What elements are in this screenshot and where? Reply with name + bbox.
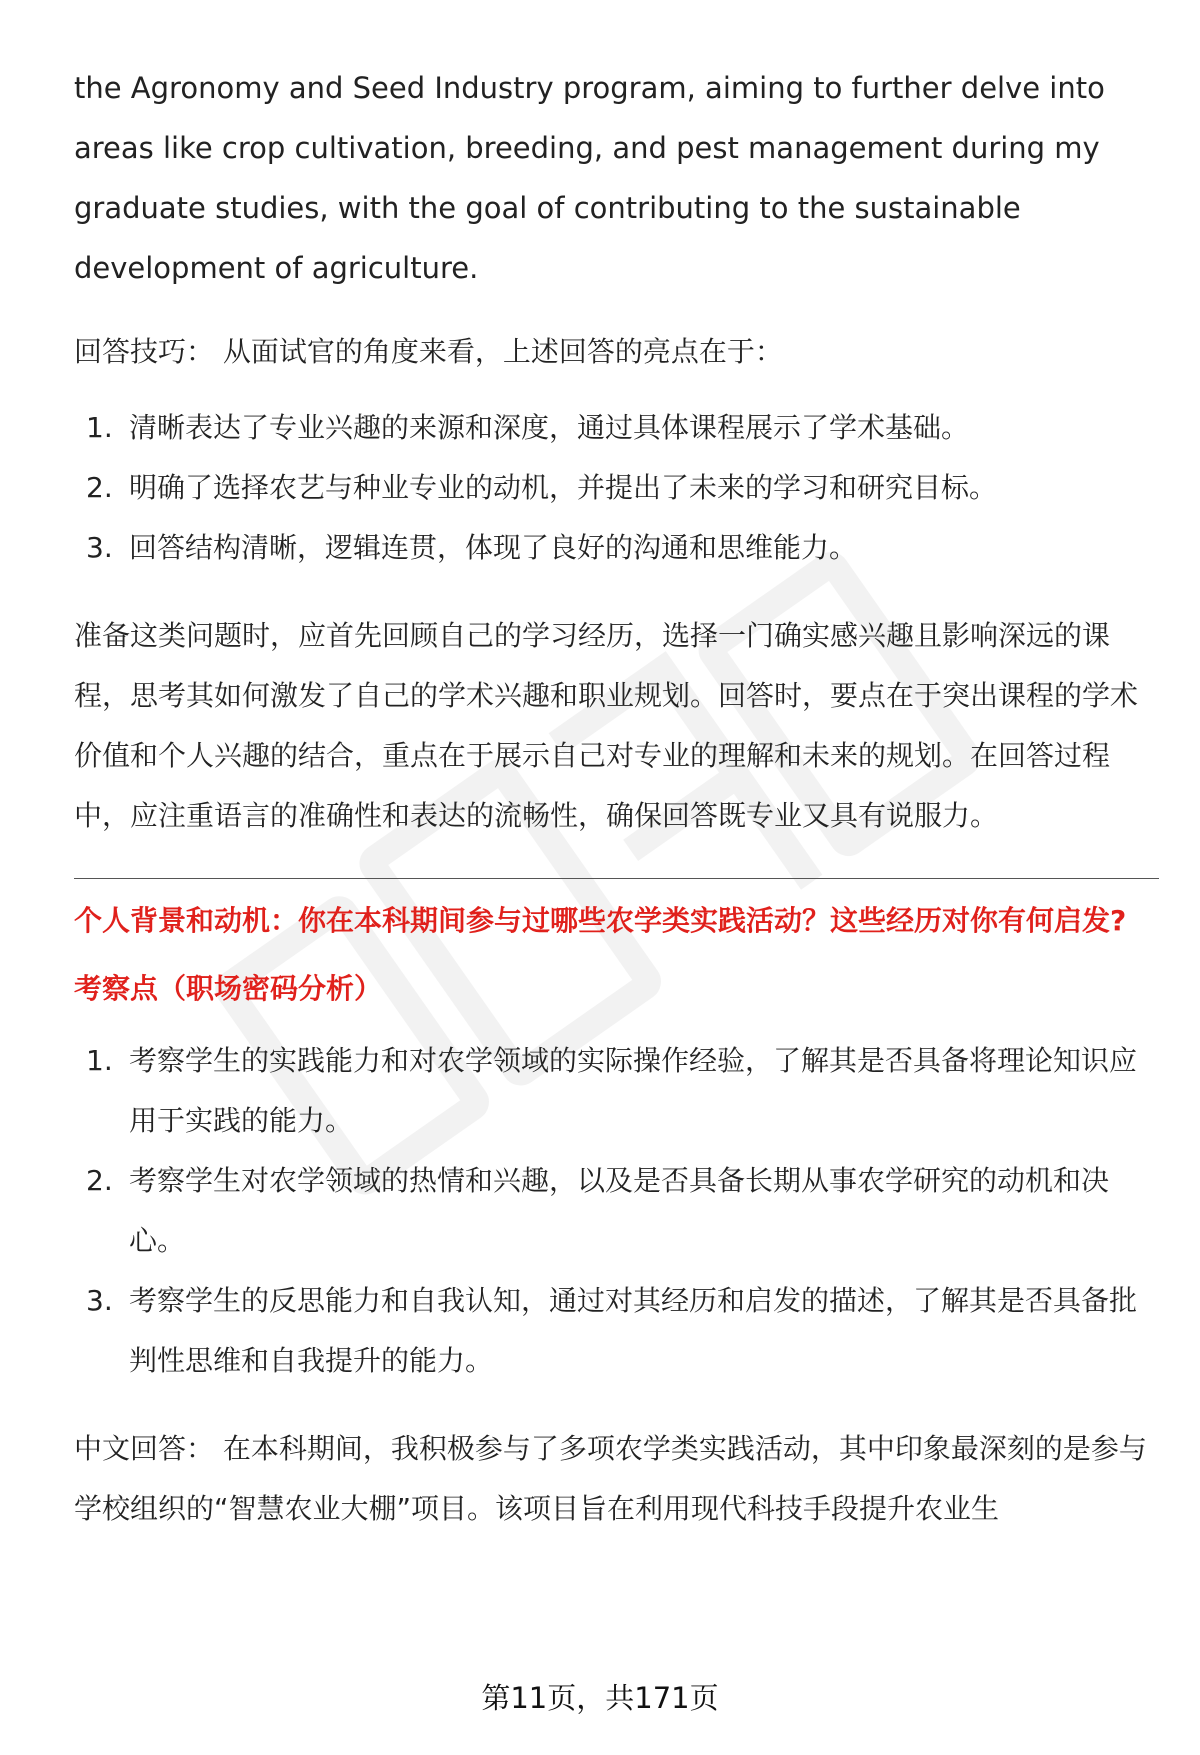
list-item: 1. 清晰表达了专业兴趣的来源和深度，通过具体课程展示了学术基础。 [86,411,970,444]
tips-label: 回答技巧： [74,335,215,368]
answer-text: 在本科期间，我积极参与了多项农学类实践活动，其中印象最深刻的是参与学校组织的“智慧农业大棚”项目。该项目旨在利用现代科技手段提升农业生 [74,1432,1147,1525]
analysis-list [74,1031,1159,1391]
document-page [74,58,1159,1539]
tips-text: 从面试官的角度来看，上述回答的亮点在于： [222,335,783,368]
list-item: 1. 考察学生的实践能力和对农学领域的实际操作经验，了解其是否具备将理论知识应用于实践的能力。 [86,1044,1138,1137]
preparation-paragraph: 准备这类问题时，应首先回顾自己的学习经历，选择一门确实感兴趣且影响深远的课程，思考其如何激发了自己的学术兴趣和职业规划。回答时，要点在于突出课程的学术价值和个人兴趣的结合，重点在于展示自己对专业的理解和未来的规划。在回答过程中，应注重语言的准确性和表达的流畅性，确保回答既专业又具有说服力。 [74,619,1139,832]
list-item: 3. 考察学生的反思能力和自我认知，通过对其经历和启发的描述，了解其是否具备批判性思维和自我提升的能力。 [86,1284,1138,1377]
analysis-heading: 考察点（职场密码分析） [74,972,383,1005]
answer-paragraph [74,1419,1159,1539]
answer-label: 中文回答： [74,1432,215,1465]
intro-english-paragraph: the Agronomy and Seed Industry program, aiming to further delve into areas like crop cultivation, breeding, and pest management during my graduate studies, with the goal of contributing to the sustainable development of agriculture. [74,71,1105,285]
tips-list [74,398,1159,578]
list-item: 2. 明确了选择农艺与种业专业的动机，并提出了未来的学习和研究目标。 [86,471,998,504]
question-heading: 个人背景和动机：你在本科期间参与过哪些农学类实践活动？这些经历对你有何启发? [74,904,1127,937]
page-footer: 第11页，共171页 [481,1681,719,1715]
section-divider [74,878,1159,879]
list-item: 3. 回答结构清晰，逻辑连贯，体现了良好的沟通和思维能力。 [86,531,858,564]
list-item: 2. 考察学生对农学领域的热情和兴趣，以及是否具备长期从事农学研究的动机和决心。 [86,1164,1110,1257]
tips-paragraph [74,322,1159,382]
